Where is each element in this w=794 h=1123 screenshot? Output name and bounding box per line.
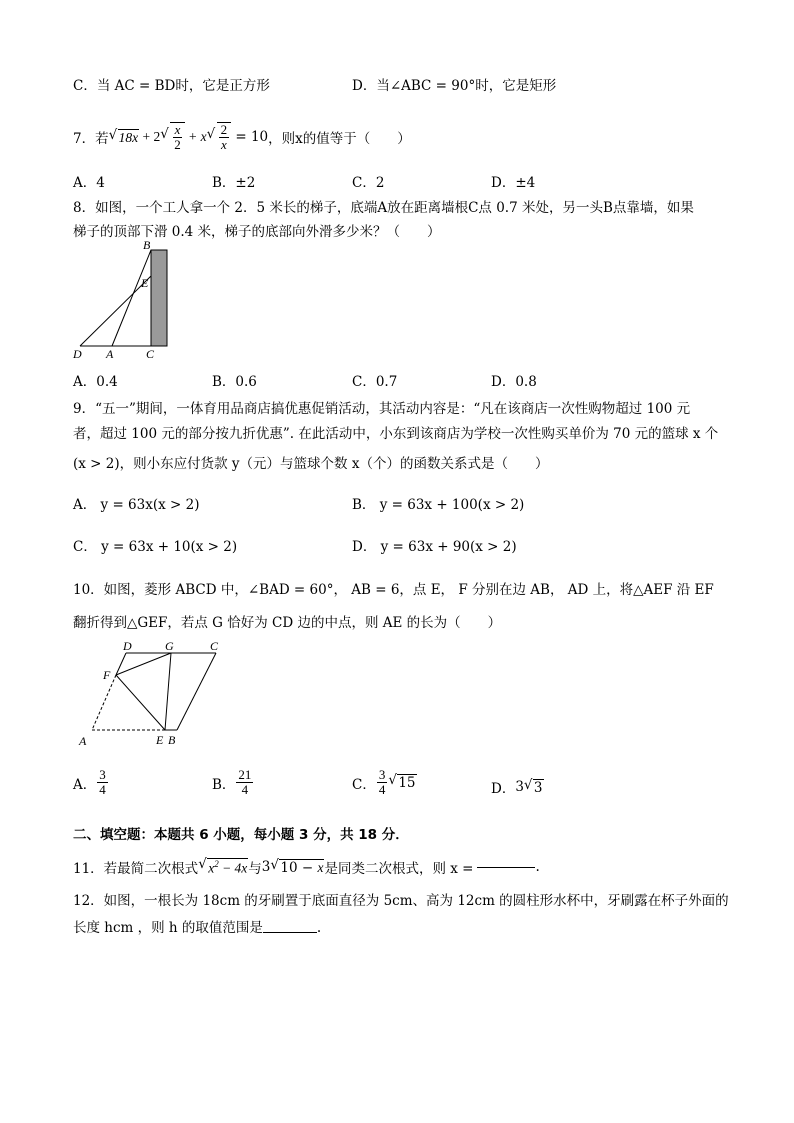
q11-suffix: 是同类二次根式，则 x = (324, 861, 474, 877)
q10-option-d: D． 3 √ 3 (491, 776, 543, 797)
q11-mid: 与 (248, 861, 262, 877)
q8-stem-line2: 梯子的顶部下滑 0.4 米，梯子的底部向外滑多少米？（ ） (73, 224, 441, 240)
q7-option-c: C．2 (352, 175, 385, 191)
q8-label-b: B (143, 240, 151, 252)
q11-stem: 11．若最简二次根式 √ $x^2 - 4x$ 与 3 √ 10 − x 是同类二次根式，则 x = . (73, 855, 540, 877)
q6-option-c: C．当 AC = BD时，它是正方形 (73, 78, 270, 94)
q8-option-b: B．0.6 (212, 374, 257, 390)
q9-option-d: D． y = 63x + 90(x > 2) (352, 539, 517, 555)
q12-stem-line1: 12．如图，一根长为 18cm 的牙刷置于底面直径为 5cm、高为 12cm 的圆柱形水杯中，牙刷露在杯子外面的 (73, 893, 729, 909)
q7-stem-prefix: 7．若 (73, 131, 109, 147)
q10-rhombus-figure (74, 638, 234, 750)
q10-option-a: A． $\frac{3}{4}$ (73, 767, 106, 797)
q11-radical-2: √ 10 − x (270, 856, 324, 876)
q9-option-b: B． y = 63x + 100(x > 2) (352, 497, 525, 513)
q9-stem-line3: (x > 2)，则小东应付货款 y（元）与篮球个数 x（个）的函数关系式是（ ） (73, 456, 549, 472)
q10-option-c: C． $\frac{3}{4}$ √ 15 (352, 767, 416, 797)
q9-option-a: A． y = 63x(x > 2) (73, 497, 200, 513)
q9-stem-line1: 9．“五一”期间，一体育用品商店搞优惠促销活动，其活动内容是：“凡在该商店一次性购物超过 100 元 (73, 401, 691, 417)
q8-option-d: D．0.8 (491, 374, 537, 390)
q7-stem-suffix: ，则x的值等于（ ） (268, 131, 411, 147)
q10-label-e: E (156, 733, 164, 747)
q10-label-c: C (210, 639, 219, 653)
q12-stem-line2: 长度 hcm ，则 h 的取值范围是 . (73, 916, 321, 936)
q11-prefix: 11．若最简二次根式 (73, 861, 199, 877)
q8-label-e: E (141, 276, 149, 290)
q12-prefix: 长度 hcm ，则 h 的取值范围是 (73, 920, 263, 936)
q8-label-a: A (106, 347, 114, 361)
q7-option-b: B．±2 (212, 175, 256, 191)
q8-option-c: C．0.7 (352, 374, 398, 390)
q6-option-d: D．当∠ABC = 90°时，它是矩形 (352, 78, 557, 94)
q7-term-2: √ $\frac{x}{2}$ (160, 122, 185, 152)
q10-label-f: F (103, 668, 111, 682)
section-2-heading: 二、填空题：本题共 6 小题，每小题 3 分，共 18 分． (73, 827, 409, 843)
q12-answer-blank[interactable] (263, 931, 317, 933)
q10-stem-line2: 翻折得到△GEF，若点 G 恰好为 CD 边的中点，则 AE 的长为（ ） (73, 615, 502, 631)
q9-option-c: C． y = 63x + 10(x > 2) (73, 539, 238, 555)
q11-answer-blank[interactable] (477, 866, 535, 868)
q8-ladder-figure (70, 240, 180, 362)
q8-label-d: D (73, 347, 82, 361)
q9-stem-line2: 者，超过 100 元的部分按九折优惠”. 在此活动中，小东到该商店为学校一次性购买单价为 70 元的篮球 x 个 (73, 426, 719, 442)
q7-stem: 7．若 √ 18x + 2 √ $\frac{x}{2}$ + x √ $\frac{2}{x}$ = 10 ，则x的值等于（ ） (73, 122, 411, 152)
q8-label-c: C (146, 347, 155, 361)
q10-label-d: D (123, 639, 132, 653)
q7-option-d: D．±4 (491, 175, 536, 191)
q10-option-b: B． $\frac{21}{4}$ (212, 767, 252, 797)
q7-option-a: A．4 (73, 175, 105, 191)
q10-label-g: G (165, 639, 174, 653)
q11-radical-1: √ $x^2 - 4x$ (198, 855, 248, 876)
q7-term-3: √ $\frac{2}{x}$ (207, 122, 232, 152)
q8-stem-line1: 8．如图，一个工人拿一个 2．5 米长的梯子，底端A放在距离墙根C点 0.7 米处，另一头B点靠墙，如果 (73, 200, 694, 216)
q8-option-a: A．0.4 (73, 374, 118, 390)
q10-label-b: B (168, 733, 176, 747)
q10-label-a: A (79, 734, 87, 748)
q10-stem-line1: 10．如图，菱形 ABCD 中，∠BAD = 60°， AB = 6，点 E， F 分别在边 AB， AD 上，将△AEF 沿 EF (73, 582, 714, 598)
q7-term-1: √ 18x (108, 126, 139, 145)
